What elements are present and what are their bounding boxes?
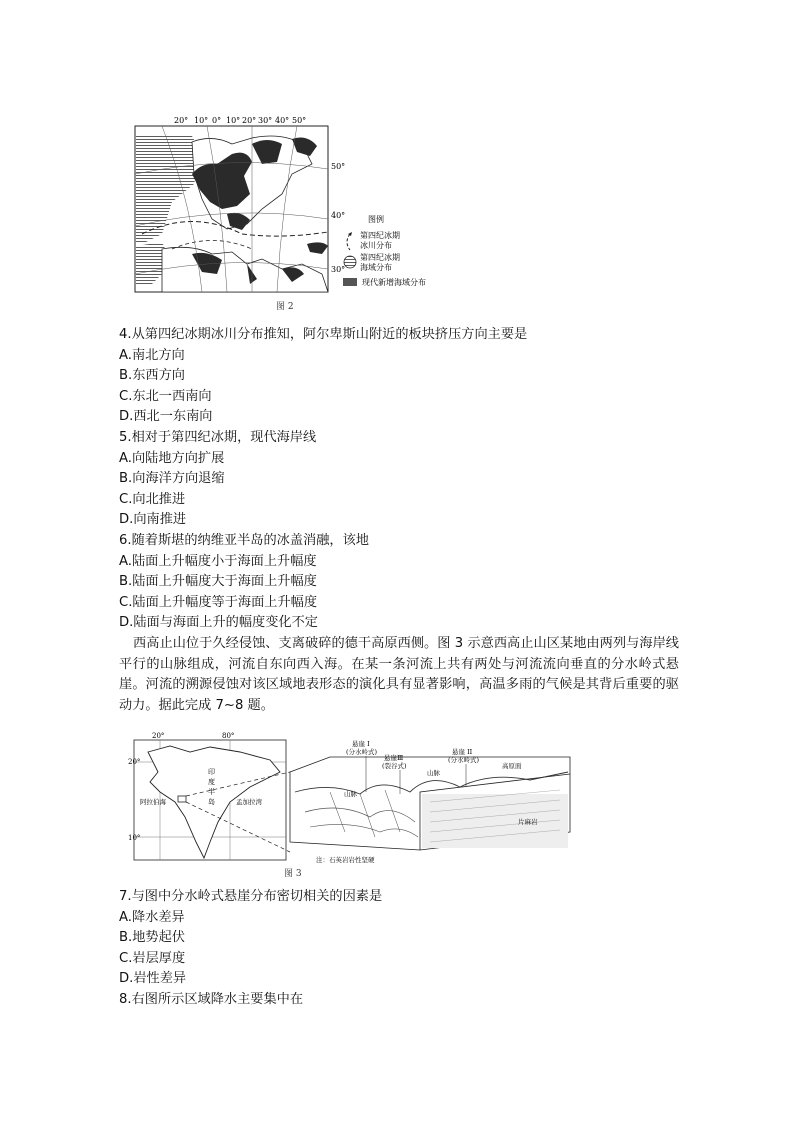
figure-3-block-diagram [130, 732, 575, 867]
option: B.陆面上升幅度大于海面上升幅度 [119, 574, 317, 590]
cliff-1-type: (分水岭式) [346, 748, 378, 756]
option: D.西北一东南向 [119, 409, 213, 425]
lon-label: 80° [222, 732, 235, 740]
lon-label: 10° [226, 116, 241, 125]
figure-2-europe-map [132, 114, 442, 299]
lon-label: 20° [174, 116, 189, 125]
cliff-2-type: (分水岭式) [448, 756, 480, 764]
question-6-stem: 6.随着斯堪的纳维亚半岛的冰盖消融，该地 [119, 532, 369, 548]
lon-label: 10° [194, 116, 209, 125]
gneiss-label: 片麻岩 [518, 818, 538, 826]
option: D.陆面与海面上升的幅度变化不定 [119, 615, 318, 631]
lat-label: 20° [128, 758, 141, 766]
lat-label: 40° [331, 211, 346, 220]
option: C.东北一西南向 [119, 388, 212, 404]
figure-3-note: 注：石英岩岩性坚硬 [316, 856, 375, 864]
peninsula-char: 岛 [208, 798, 215, 806]
question-8-stem: 8.右图所示区域降水主要集中在 [119, 991, 304, 1007]
legend-glacier-line1: 第四纪冰期 [360, 231, 400, 240]
option: A.陆面上升幅度小于海面上升幅度 [119, 553, 317, 569]
lon-label: 40° [275, 116, 290, 125]
peninsula-char: 半 [208, 788, 215, 796]
question-7-stem: 7.与图中分水岭式悬崖分布密切相关的因素是 [119, 889, 383, 904]
lat-label: 30° [331, 265, 346, 274]
legend-glacier-line2: 冰川分布 [360, 241, 392, 250]
option: B.东西方向 [119, 368, 185, 384]
cliff-2-label: 悬崖 II [452, 748, 473, 756]
context-paragraph: 西高止山位于久经侵蚀、支离破碎的德干高原西侧。图 3 示意西高止山区某地由两列与海岸线平行的山脉组成，河流自东向西入海。在某一条河流上共有两处与河流流向垂直的分水岭式悬崖。河流的溯源侵蚀对该区域地表形态的演化具有显著影响，高温多雨的气候是其背后重要的驱动力。据此完成 7~8 题。 [119, 635, 679, 713]
figure-2-caption: 图 2 [276, 302, 294, 312]
option: B.地势起伏 [119, 930, 185, 946]
option: C.向北推进 [119, 491, 186, 507]
legend-sea-line2: 海域分布 [360, 263, 392, 272]
option: A.向陆地方向扩展 [119, 450, 225, 466]
option: C.陆面上升幅度等于海面上升幅度 [119, 594, 318, 610]
question-4-stem: 4.从第四纪冰期冰川分布推知，阿尔卑斯山附近的板块挤压方向主要是 [119, 327, 528, 342]
peninsula-char: 度 [208, 778, 215, 786]
option: C.岩层厚度 [119, 950, 186, 966]
legend-sea-icon [344, 256, 356, 268]
legend-sea-line1: 第四纪冰期 [360, 253, 400, 262]
lon-label: 20° [152, 732, 165, 740]
option: B.向海洋方向退缩 [119, 471, 225, 487]
option: A.降水差异 [119, 909, 185, 925]
peninsula-char: 印 [208, 768, 215, 776]
legend-new-sea-icon [343, 278, 357, 286]
option: D.岩性差异 [119, 971, 187, 987]
lat-label: 10° [128, 834, 141, 842]
bay-of-bengal-label: 孟加拉湾 [236, 798, 262, 806]
questions-4-6 [119, 325, 679, 716]
lon-label: 30° [258, 116, 273, 125]
figure-3-caption: 图 3 [284, 869, 302, 879]
option: A.南北方向 [119, 347, 185, 363]
lon-label: 50° [292, 116, 307, 125]
lon-label: 20° [242, 116, 257, 125]
lon-label: 0° [212, 116, 222, 125]
cliff-3-label: 悬崖Ⅲ [384, 754, 404, 762]
arabian-sea-label: 阿拉伯海 [140, 798, 166, 806]
questions-7-8 [119, 887, 679, 1011]
cliff-1-label: 悬崖 I [352, 740, 370, 748]
legend-title: 图例 [368, 215, 384, 224]
mountain-label: 山脉 [427, 769, 440, 777]
cliff-3-type: (裂谷式) [382, 762, 407, 770]
plateau-label: 高原面 [502, 762, 522, 770]
legend-new-sea-label: 现代新增海域分布 [362, 278, 426, 287]
legend-glacier-icon [347, 232, 352, 250]
question-5-stem: 5.相对于第四纪冰期，现代海岸线 [119, 429, 317, 445]
mountain-label-2: 山脉 [344, 790, 357, 798]
option: D.向南推进 [119, 512, 187, 528]
lat-label: 50° [331, 162, 346, 171]
